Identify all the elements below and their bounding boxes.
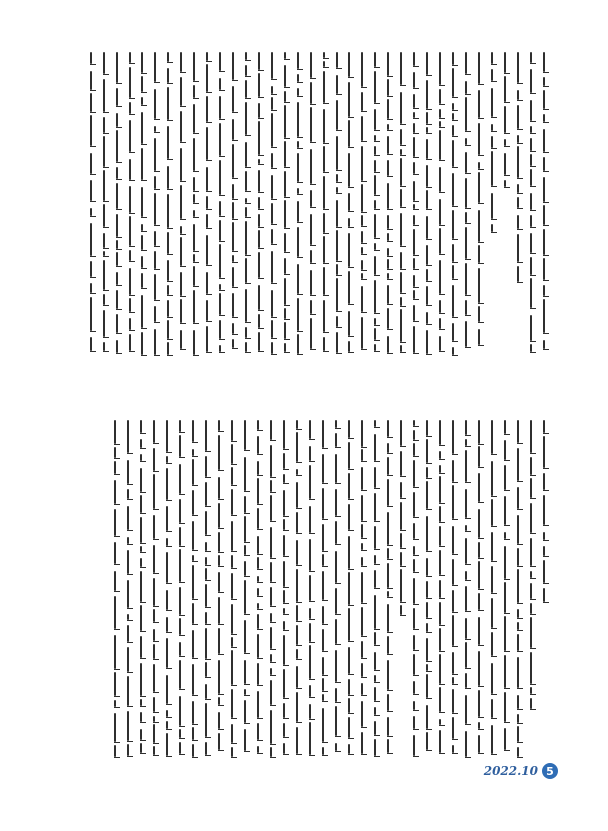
text-column [537, 52, 550, 358]
text-column [291, 52, 304, 358]
text-column [134, 420, 147, 760]
issue-label: 2022.10 [483, 764, 538, 778]
text-column [343, 52, 356, 358]
text-column [369, 52, 382, 358]
text-column [201, 52, 214, 358]
text-column [356, 52, 369, 358]
text-column [498, 420, 511, 760]
text-column [277, 420, 290, 760]
text-column [304, 52, 317, 358]
text-column [108, 420, 121, 760]
text-column [147, 420, 160, 760]
text-column [421, 52, 434, 358]
text-column [214, 52, 227, 358]
text-column [238, 420, 251, 760]
text-column [175, 52, 188, 358]
text-column [395, 52, 408, 358]
text-column [290, 420, 303, 760]
text-column [227, 52, 240, 358]
text-column [485, 52, 498, 358]
text-column [162, 52, 175, 358]
text-column [511, 52, 524, 358]
body-text-upper [84, 52, 550, 358]
text-column [330, 52, 343, 358]
text-column [252, 52, 265, 358]
text-column [160, 420, 173, 760]
page-footer [484, 763, 558, 779]
text-column [316, 420, 329, 760]
text-column [123, 52, 136, 358]
text-column [186, 420, 199, 760]
text-column [199, 420, 212, 760]
text-column [459, 420, 472, 760]
text-column [434, 52, 447, 358]
text-column [188, 52, 201, 358]
text-column [485, 420, 498, 760]
text-column [173, 420, 186, 760]
text-column [498, 52, 511, 358]
text-column [121, 420, 134, 760]
text-column [394, 420, 407, 760]
text-column [240, 52, 253, 358]
text-column [212, 420, 225, 760]
text-column [97, 52, 110, 358]
text-column [524, 52, 537, 358]
text-column [472, 420, 485, 760]
text-column [317, 52, 330, 358]
text-column [446, 420, 459, 760]
text-column [303, 420, 316, 760]
text-column [407, 420, 420, 760]
text-column [342, 420, 355, 760]
text-column [420, 420, 433, 760]
text-column [84, 52, 97, 358]
body-text-lower [84, 420, 550, 760]
text-column [537, 420, 550, 760]
text-column [251, 420, 264, 760]
text-column [368, 420, 381, 760]
text-column [110, 52, 123, 358]
text-column [459, 52, 472, 358]
text-column [265, 52, 278, 358]
text-column [511, 420, 524, 760]
page-number-badge: 5 [542, 763, 558, 779]
text-column [149, 52, 162, 358]
text-column [382, 52, 395, 358]
text-column [136, 52, 149, 358]
text-column [278, 52, 291, 358]
text-column [433, 420, 446, 760]
text-column [225, 420, 238, 760]
text-column [408, 52, 421, 358]
text-column [264, 420, 277, 760]
text-column [472, 52, 485, 358]
text-column [355, 420, 368, 760]
text-column [329, 420, 342, 760]
text-column [524, 420, 537, 760]
text-column [381, 420, 394, 760]
text-column [447, 52, 460, 358]
